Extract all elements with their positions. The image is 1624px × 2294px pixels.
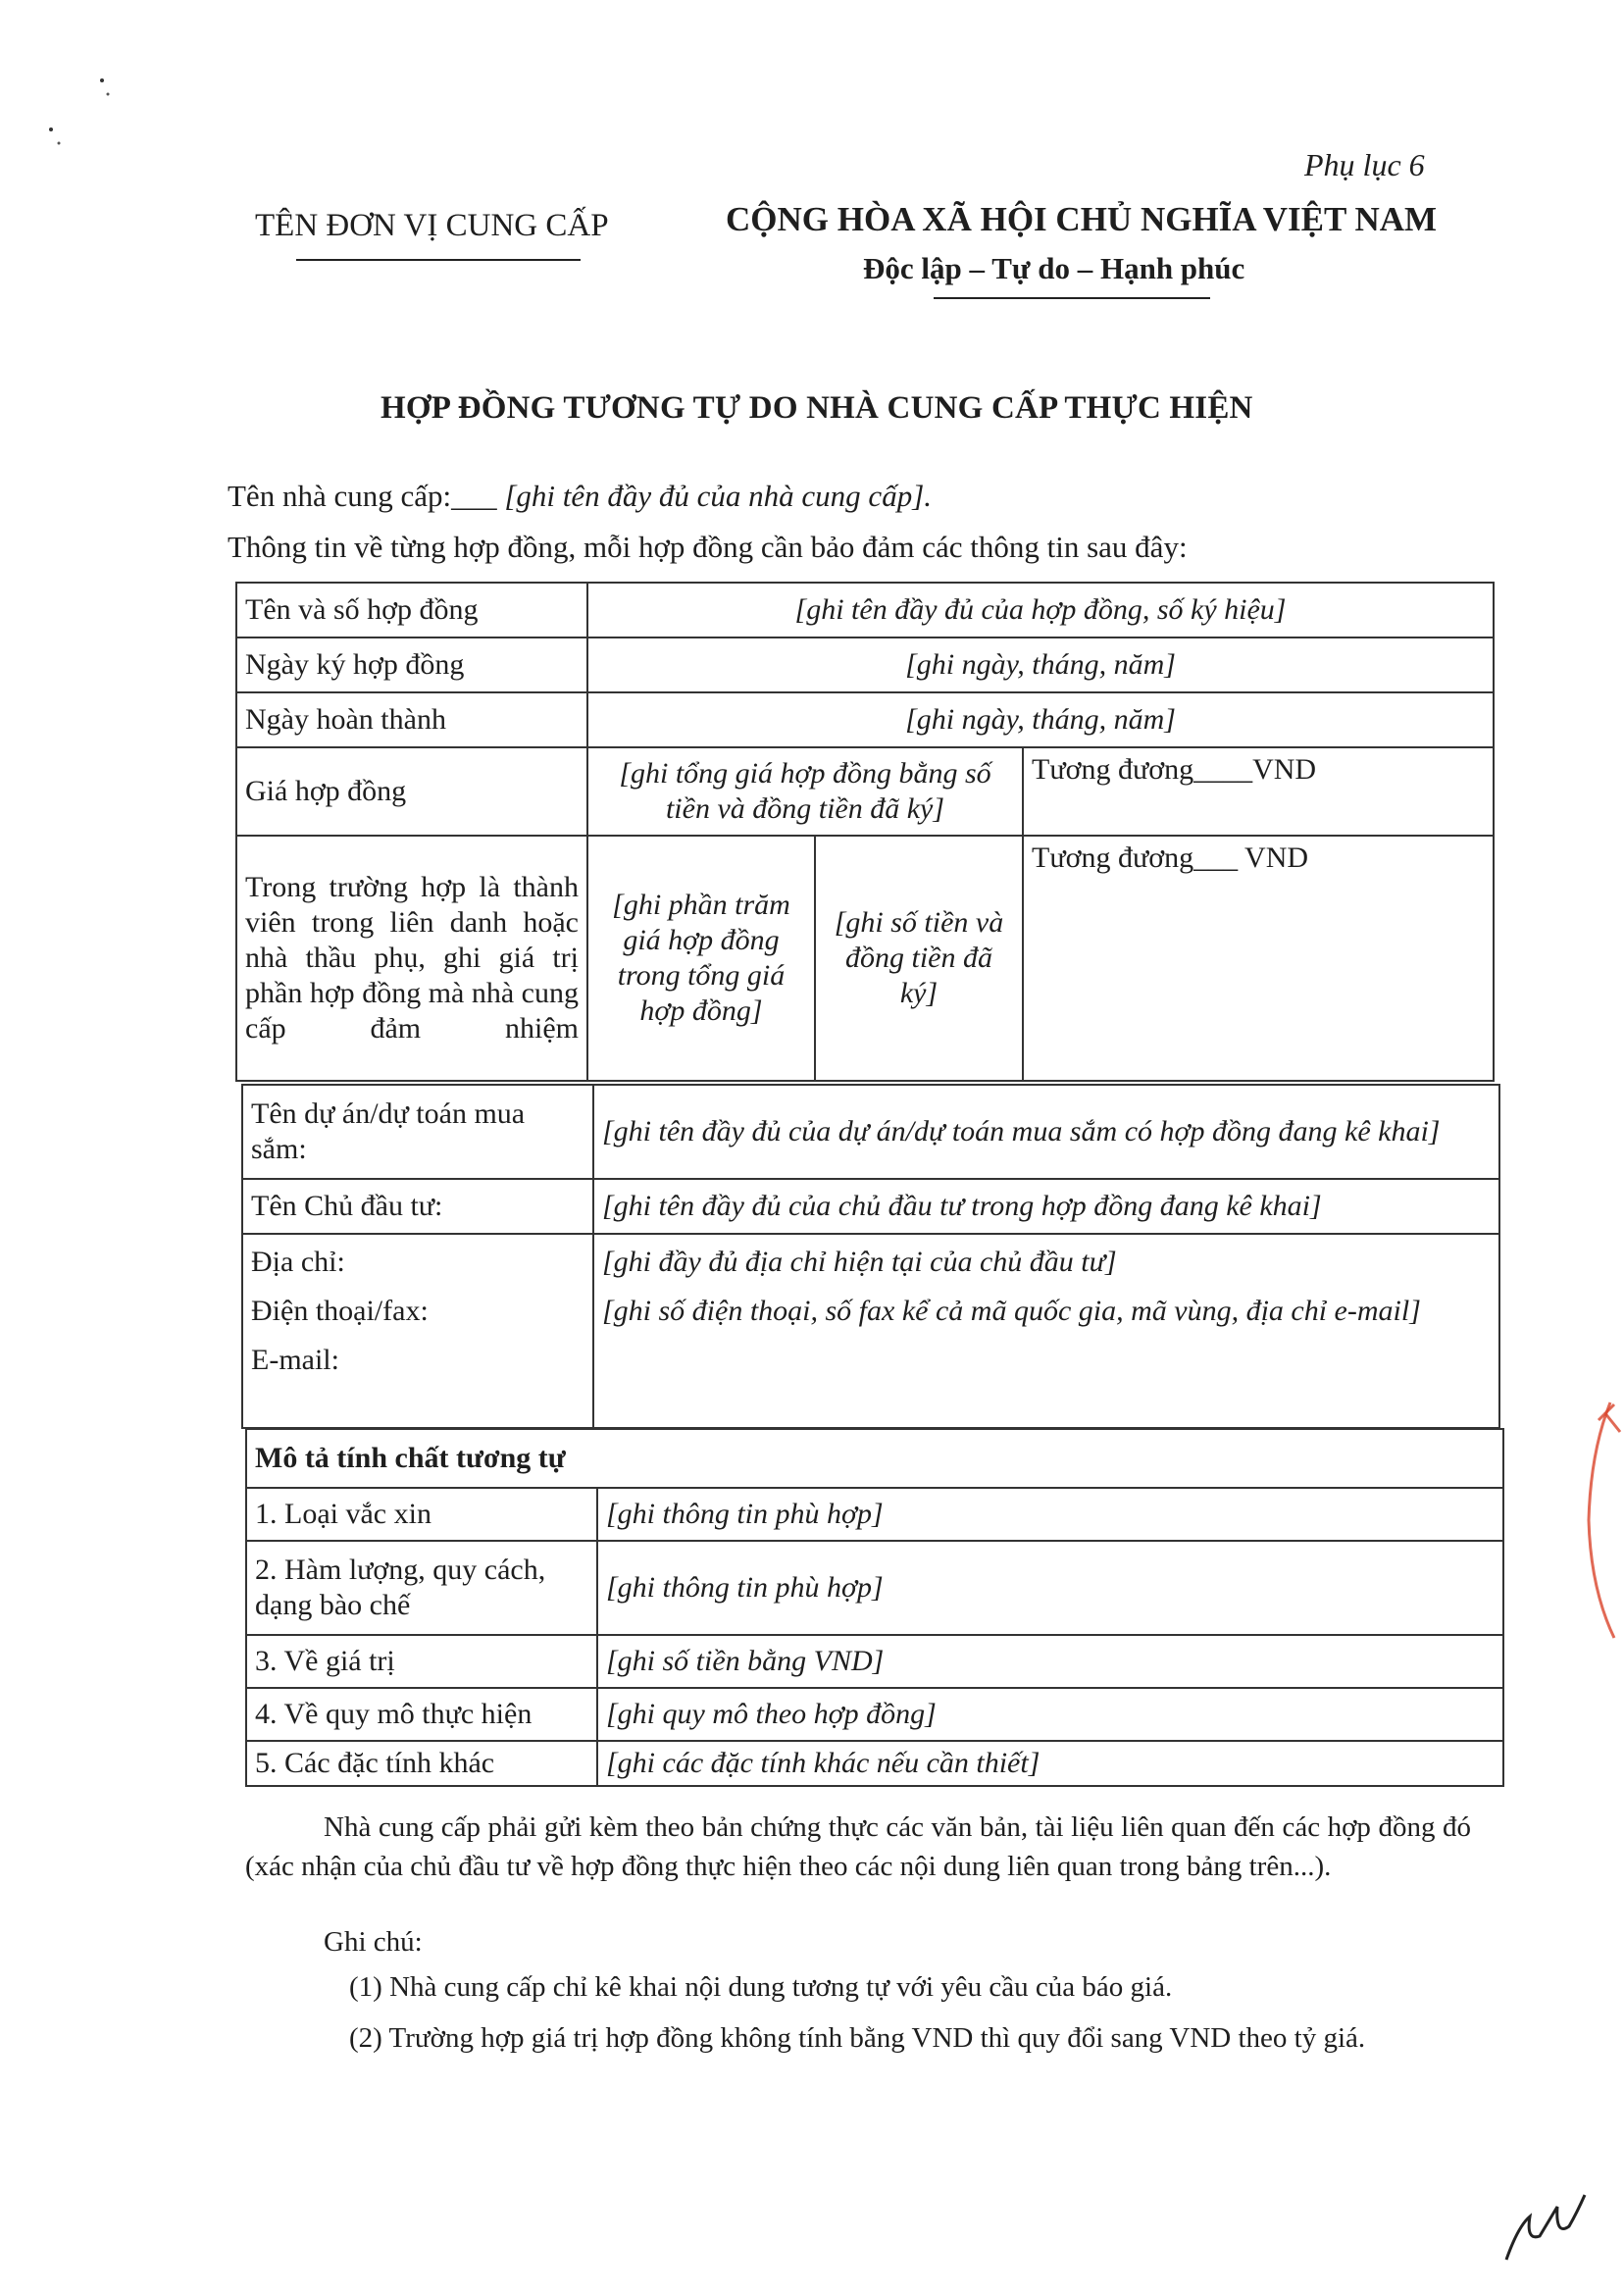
similarity-row-value: [ghi quy mô theo hợp đồng] bbox=[597, 1688, 1503, 1741]
info-intro: Thông tin về từng hợp đồng, mỗi hợp đồng cần bảo đảm các thông tin sau đây: bbox=[228, 530, 1188, 564]
member-equivalent: Tương đương___ VND bbox=[1023, 836, 1494, 1081]
similarity-row-value: [ghi thông tin phù hợp] bbox=[597, 1541, 1503, 1635]
owner-info-table bbox=[241, 1084, 1500, 1429]
note-2: (2) Trường hợp giá trị hợp đồng không tính bằng VND thì quy đổi sang VND theo tỷ giá. bbox=[349, 2022, 1366, 2054]
scan-specks-icon bbox=[0, 0, 137, 157]
supplier-value: [ghi tên đầy đủ của nhà cung cấp]. bbox=[504, 479, 933, 513]
member-share-label: Trong trường hợp là thành viên trong liên danh hoặc nhà thầu phụ, ghi giá trị phần hợp đồng mà nhà cung cấp đảm nhiệm bbox=[236, 836, 587, 1081]
owner-value: [ghi tên đầy đủ của chủ đầu tư trong hợp đồng đang kê khai] bbox=[593, 1179, 1499, 1234]
supplier-line bbox=[228, 479, 932, 514]
similarity-row-label: 2. Hàm lượng, quy cách, dạng bào chế bbox=[246, 1541, 597, 1635]
signature-initials-icon bbox=[1500, 2187, 1589, 2266]
sign-date-value: [ghi ngày, tháng, năm] bbox=[587, 637, 1494, 692]
national-motto: Độc lập – Tự do – Hạnh phúc bbox=[863, 251, 1245, 285]
similarity-row-value: [ghi số tiền bằng VND] bbox=[597, 1635, 1503, 1688]
address-label: Địa chỉ: bbox=[251, 1246, 345, 1278]
similarity-row-label: 1. Loại vắc xin bbox=[246, 1488, 597, 1541]
stamp-fragment-icon bbox=[1581, 1393, 1624, 1648]
member-amount-value: [ghi số tiền và đồng tiền đã ký] bbox=[815, 836, 1023, 1081]
price-label: Giá hợp đồng bbox=[236, 747, 587, 836]
similarity-row-label: 3. Về giá trị bbox=[246, 1635, 597, 1688]
notes-label: Ghi chú: bbox=[324, 1926, 423, 1958]
contact-values bbox=[593, 1234, 1499, 1428]
similarity-table bbox=[245, 1428, 1504, 1787]
similarity-heading: Mô tả tính chất tương tự bbox=[246, 1429, 1503, 1488]
phone-label: Điện thoại/fax: bbox=[251, 1295, 429, 1327]
project-value: [ghi tên đầy đủ của dự án/dự toán mua sắm có hợp đồng đang kê khai] bbox=[593, 1085, 1499, 1179]
note-1: (1) Nhà cung cấp chỉ kê khai nội dung tương tự với yêu cầu của báo giá. bbox=[349, 1971, 1173, 2003]
complete-date-label: Ngày hoàn thành bbox=[236, 692, 587, 747]
sign-date-label: Ngày ký hợp đồng bbox=[236, 637, 587, 692]
unit-underline bbox=[296, 259, 581, 261]
phone-value: [ghi số điện thoại, số fax kể cả mã quốc gia, mã vùng, địa chỉ e-mail] bbox=[602, 1295, 1421, 1327]
project-label: Tên dự án/dự toán mua sắm: bbox=[242, 1085, 593, 1179]
appendix-label: Phụ lục 6 bbox=[1304, 147, 1425, 182]
similarity-row-label: 5. Các đặc tính khác bbox=[246, 1741, 597, 1786]
similarity-row-label: 4. Về quy mô thực hiện bbox=[246, 1688, 597, 1741]
country-name: CỘNG HÒA XÃ HỘI CHỦ NGHĨA VIỆT NAM bbox=[726, 200, 1438, 238]
supplier-unit-name: TÊN ĐƠN VỊ CUNG CẤP bbox=[255, 208, 609, 243]
attachment-paragraph: Nhà cung cấp phải gửi kèm theo bản chứng thực các văn bản, tài liệu liên quan đến các hợp đồng đó (xác nhận của chủ đầu tư về hợp đồng thực hiện theo các nội dung liên quan trong bảng trên...). bbox=[245, 1811, 1471, 1883]
contract-name-label: Tên và số hợp đồng bbox=[236, 583, 587, 637]
supplier-label: Tên nhà cung cấp:___ bbox=[228, 479, 497, 513]
contract-name-value: [ghi tên đầy đủ của hợp đồng, số ký hiệu] bbox=[587, 583, 1494, 637]
email-label: E-mail: bbox=[251, 1344, 339, 1376]
motto-underline bbox=[934, 297, 1210, 299]
price-value: [ghi tổng giá hợp đồng bằng số tiền và đồng tiền đã ký] bbox=[587, 747, 1023, 836]
owner-label: Tên Chủ đầu tư: bbox=[242, 1179, 593, 1234]
similarity-row-value: [ghi thông tin phù hợp] bbox=[597, 1488, 1503, 1541]
member-percent-value: [ghi phần trăm giá hợp đồng trong tổng giá hợp đồng] bbox=[587, 836, 815, 1081]
price-equivalent: Tương đương____VND bbox=[1023, 747, 1494, 836]
address-value: [ghi đầy đủ địa chỉ hiện tại của chủ đầu tư] bbox=[602, 1246, 1117, 1278]
similarity-row-value: [ghi các đặc tính khác nếu cần thiết] bbox=[597, 1741, 1503, 1786]
document-title: HỢP ĐỒNG TƯƠNG TỰ DO NHÀ CUNG CẤP THỰC HIỆN bbox=[381, 390, 1253, 426]
complete-date-value: [ghi ngày, tháng, năm] bbox=[587, 692, 1494, 747]
contact-labels bbox=[242, 1234, 593, 1428]
contract-info-table bbox=[235, 582, 1495, 1082]
